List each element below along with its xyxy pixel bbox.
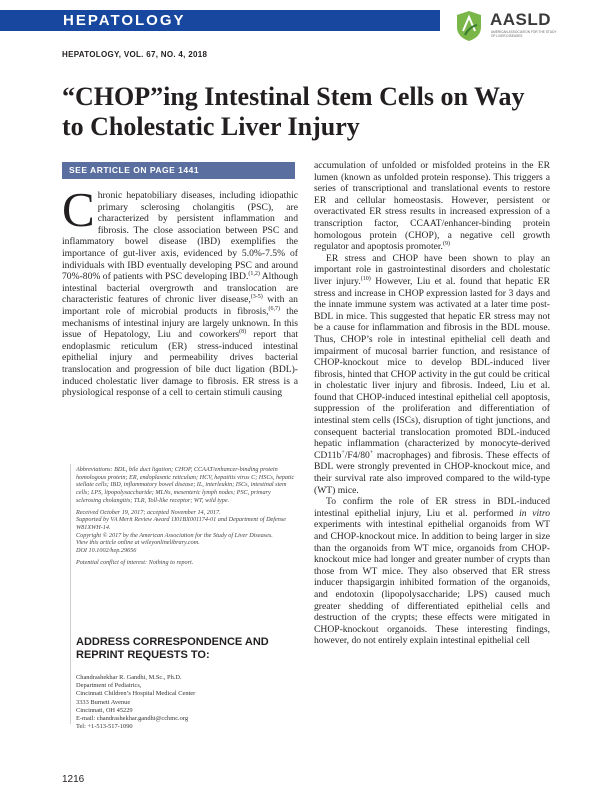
address-line: Department of Pediatrics, bbox=[76, 682, 142, 690]
text: report that endoplasmic reticulum (ER) stress-induced intestinal epithelial injury and permeability drives bacterial translocation and progression of bile duct ligation (BDL)-induced cholestatic liver damage to fibrosis. ER stress is a physiological response of a cell to certain stimuli causing bbox=[62, 329, 298, 399]
text: ER stress and CHOP have been shown to play an important role in gastrointestinal disorders and cholestatic liver injury. bbox=[314, 252, 550, 287]
text: To confirm the role of ER stress in BDL-induced intestinal epithelial injury, Liu et al. performed bbox=[314, 496, 550, 519]
article-sidebar bbox=[76, 466, 296, 566]
journal-name: HEPATOLOGY bbox=[63, 12, 186, 29]
citation: (10) bbox=[360, 275, 371, 282]
article-title: “CHOP”ing Intestinal Stem Cells on Way to Cholestatic Liver Injury bbox=[62, 82, 525, 141]
dropcap: C bbox=[62, 190, 95, 237]
copyright: Copyright © 2017 by the American Association for the Study of Liver Diseases. bbox=[76, 531, 273, 539]
text: accumulation of unfolded or misfolded proteins in the ER lumen (known as unfolded protein response). This triggers a series of transcriptional and translational events to restore ER and cellular homeostasis. However, persistent or overactivated ER stress results in increased expression of a transcription factor, CCAAT/enhancer-binding protein homologous protein (CHOP), a negative cell growth regulator and apoptosis promoter. bbox=[314, 160, 550, 253]
logo-subtext: AMERICAN ASSOCIATION FOR THE STUDY OF LIVER DISEASES bbox=[491, 30, 557, 38]
text: /F4/80 bbox=[344, 449, 370, 461]
citation: (6,7) bbox=[268, 305, 280, 312]
support-statement: Supported by VA Merit Review Award 1I01BX001174-01 and Department of Defense W81XWH-14. bbox=[76, 516, 286, 531]
text: macrophages) and fibrosis. These effects of BDL were strongly prevented in CHOP-knockout mice, and their survival rate also improved compared to the wild-type (WT) mice. bbox=[314, 449, 550, 496]
email-link[interactable]: E-mail: chandrashekhar.gandhi@cchmc.org bbox=[76, 715, 189, 723]
paragraph bbox=[314, 253, 550, 496]
superscript: + bbox=[369, 449, 374, 456]
address-line: Cincinnati Children’s Hospital Medical Center bbox=[76, 690, 196, 698]
volume-info: HEPATOLOGY, VOL. 67, NO. 4, 2018 bbox=[62, 50, 208, 59]
paragraph-intro bbox=[62, 190, 298, 399]
address-block bbox=[76, 674, 296, 731]
page-number: 1216 bbox=[62, 774, 85, 785]
text: hronic hepatobiliary diseases, including idiopathic primary sclerosing cholangitis (PSC), are characterized by persistent inflammation and fibrosis. The close association between PSC and inflammatory bowel disease (IBD) exemplifies the importance of gut-liver axis, evidenced by 5.0%-7.5% of individuals with IBD eventually developing PSC and around 70%-80% of patients with PSC developing IBD. bbox=[62, 190, 298, 283]
paragraph bbox=[314, 160, 550, 253]
citation: (3-5) bbox=[250, 294, 263, 301]
text: the mechanisms of intestinal injury are largely unknown. In this issue of Hepatology, Liu and coworkers bbox=[62, 305, 298, 341]
right-column bbox=[314, 160, 550, 780]
text: experiments with intestinal epithelial organoids from WT and CHOP-knockout mice. In addition to being larger in size than the organoids from WT mice, organoids from CHOP-knockout mice had longer and greater number of crypts than those from WT mice. They also observed that ER stress inducer thapsigargin inhibited formation of the organoids, and endotoxin (lipopolysaccharide; LPS) caused much greater shedding of differentiated epithelial cells and destruction of the crypts; these effects were mitigated in CHOP-knockout organoids. These interesting findings, however, do not entirely explain intestinal epithelial cell bbox=[314, 519, 550, 647]
address-line: Cincinnati, OH 45229 bbox=[76, 706, 133, 714]
sidebar-rule bbox=[70, 464, 71, 724]
text: However, Liu et al. found that hepatic ER stress and increase in CHOP expression lasted for 3 days and the innate immune system was activated at a later time post-BDL in mice. This suggested that hepatic ER stress may not be a cause for inflammation and fibrosis in the BDL mouse. Thus, CHOP’s role in intestinal epithelial cell death and impairment of mucosal barrier function, and resistance of CHOP-knockout mice to develop BDL-induced liver fibrosis, hinted that CHOP activity in the gut could be critical in cholestatic liver injury and fibrosis. Indeed, Liu et al. found that CHOP-induced intestinal epithelial cell apoptosis, suppression of the proliferation and differentiation of intestinal stem cells (ISCs), disruption of tight junctions, and consequent bacterial translocation promoted BDL-induced hepatic inflammation (characterized by monocyte-derived CD11b bbox=[314, 275, 550, 461]
phone: Tel: +1-513-517-1090 bbox=[76, 723, 133, 731]
citation: (1,2) bbox=[248, 270, 260, 277]
address-heading: ADDRESS CORRESPONDENCE AND REPRINT REQUESTS TO: bbox=[76, 636, 269, 661]
left-column bbox=[62, 190, 298, 462]
logo-text: AASLD bbox=[490, 10, 552, 29]
abbreviations: Abbreviations: BDL, bile duct ligation; CHOP, CCAAT/enhancer-binding protein homologous protein; ER, endoplasmic reticulum; HCV, hepatitis virus C; HSCs, hepatic stellate cells; IBD, inflammatory bowel disease; IL, interleukin; ISCs, intestinal stem cells; LPS, lipopolysaccharide; MLNs, mesenteric lymph nodes; PSC, primary sclerosing cholangitis; TLR, Toll-like receptor; WT, wild type. bbox=[76, 466, 295, 504]
conflict-of-interest: Potential conflict of interest: Nothing to report. bbox=[76, 558, 194, 566]
citation: (9) bbox=[442, 240, 450, 247]
see-article-link[interactable]: SEE ARTICLE ON PAGE 1441 bbox=[69, 165, 200, 175]
online-link[interactable]: View this article online at wileyonlinelibrary.com. bbox=[76, 539, 200, 547]
received-date: Received October 19, 2017; accepted November 14, 2017. bbox=[76, 508, 221, 516]
address-line: Chandrashekhar R. Gandhi, M.Sc., Ph.D. bbox=[76, 674, 182, 681]
text: Although intestinal bacterial overgrowth and translocation are characteristic features of chronic liver disease, bbox=[62, 271, 298, 306]
citation: (8) bbox=[239, 328, 247, 335]
superscript: + bbox=[341, 449, 345, 456]
text: with an important role of microbial products in fibrosis, bbox=[62, 294, 298, 317]
paragraph bbox=[314, 496, 550, 647]
doi[interactable]: DOI 10.1002/hep.29656 bbox=[76, 547, 137, 555]
italic-text: in vitro bbox=[519, 507, 550, 519]
address-line: 3333 Burnett Avenue bbox=[76, 698, 131, 706]
